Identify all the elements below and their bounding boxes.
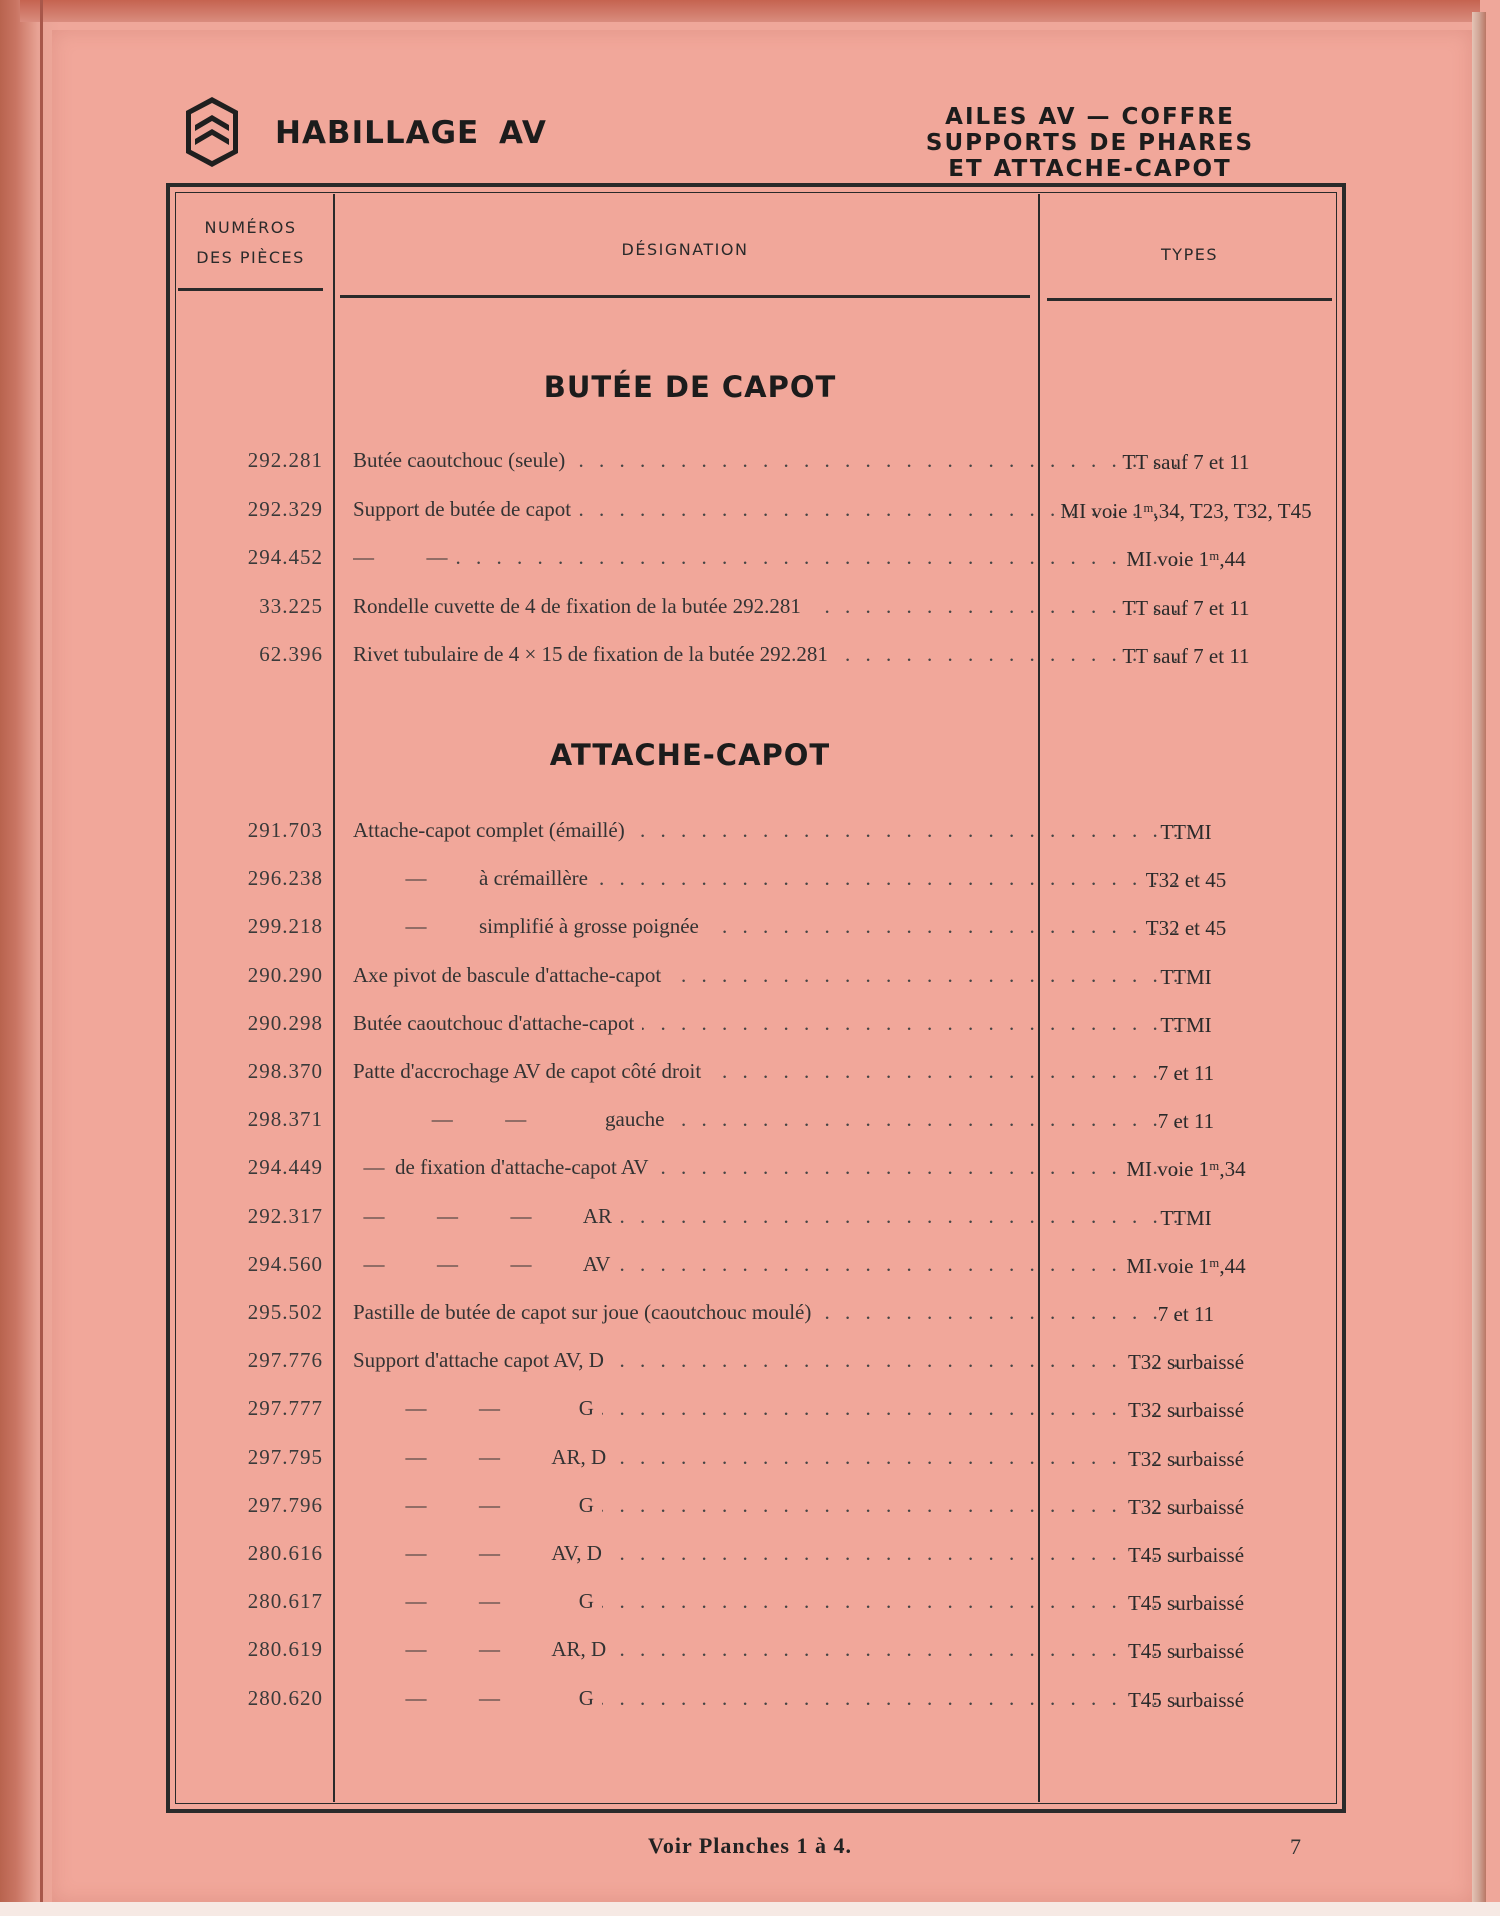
book-spine	[40, 0, 43, 1916]
part-number: 295.502	[247, 1300, 323, 1324]
part-number: 280.620	[247, 1685, 323, 1710]
part-number: 290.290	[247, 962, 323, 987]
column-header-types: TYPES	[1161, 245, 1218, 264]
part-number: 298.371	[247, 1107, 323, 1132]
designation-text: — — gauche	[353, 1107, 672, 1131]
vehicle-types: T45 surbaissé	[1127, 1543, 1245, 1567]
table-row	[175, 586, 1337, 626]
vehicle-types: TTMI	[1160, 1012, 1212, 1037]
table-row	[175, 810, 1337, 850]
part-number: 292.317	[247, 1203, 323, 1228]
column-header-numbers	[178, 213, 323, 273]
designation-text: — — AR, D	[353, 1637, 614, 1661]
vehicle-types: MI voie 1ᵐ,44	[1126, 547, 1246, 571]
designation-text: Axe pivot de bascule d'attache-capot	[353, 963, 669, 987]
designation-text: — — AR, D	[353, 1445, 614, 1469]
page-title: HABILLAGE AV	[275, 115, 547, 151]
vehicle-types: 7 et 11	[1157, 1302, 1215, 1326]
table-row	[175, 1533, 1337, 1573]
subtitle-line: ET ATTACHE-CAPOT	[948, 156, 1232, 182]
designation-text: Attache-capot complet (émaillé)	[353, 818, 633, 842]
table-row	[175, 1244, 1337, 1284]
designation-text: Rivet tubulaire de 4 × 15 de fixation de la butée 292.281	[353, 642, 836, 666]
designation-text: — — AV, D	[353, 1541, 610, 1565]
part-number: 280.617	[247, 1589, 323, 1614]
designation-text: — simplifié à grosse poignée	[353, 914, 707, 938]
designation-text: — de fixation d'attache-capot AV	[353, 1155, 657, 1179]
vehicle-types: T45 surbaissé	[1127, 1687, 1245, 1712]
part-number: 297.776	[247, 1348, 323, 1373]
table-row	[175, 1051, 1337, 1091]
vehicle-types: T32 surbaissé	[1127, 1446, 1245, 1471]
part-number: 297.777	[247, 1396, 323, 1421]
page-subtitle	[890, 104, 1290, 182]
table-row	[175, 858, 1337, 898]
designation-text: Support d'attache capot AV, D	[353, 1348, 612, 1372]
vehicle-types: T32 surbaissé	[1127, 1494, 1245, 1519]
vehicle-types: TTMI	[1160, 820, 1212, 844]
part-number: 33.225	[259, 593, 323, 618]
table-row	[175, 1678, 1337, 1718]
designation-text: — — — AV	[353, 1252, 618, 1276]
table-row	[175, 440, 1337, 480]
designation-text: — — — AR	[353, 1204, 620, 1228]
vehicle-types: TT sauf 7 et 11	[1122, 450, 1250, 474]
part-number: 296.238	[247, 866, 323, 891]
table-row	[175, 1340, 1337, 1380]
table-row	[175, 1581, 1337, 1621]
header-underline	[1047, 298, 1332, 301]
section-title-attache: ATTACHE-CAPOT	[549, 738, 831, 772]
vehicle-types: TT sauf 7 et 11	[1122, 644, 1250, 668]
vehicle-types: T45 surbaissé	[1127, 1639, 1245, 1664]
part-number: 290.298	[247, 1010, 323, 1035]
table-row	[175, 1196, 1337, 1236]
part-number: 297.795	[247, 1444, 323, 1469]
header-underline	[340, 295, 1030, 298]
vehicle-types: TT sauf 7 et 11	[1122, 595, 1250, 620]
part-number: 294.449	[247, 1155, 323, 1180]
designation-text: Butée caoutchouc (seule)	[353, 448, 573, 472]
vehicle-types: MI voie 1ᵐ,44	[1126, 1253, 1246, 1278]
table-row	[175, 634, 1337, 674]
vehicle-types: 7 et 11	[1157, 1109, 1215, 1134]
designation-text: — à crémaillère	[353, 866, 596, 890]
vehicle-types: T32 surbaissé	[1127, 1350, 1245, 1375]
part-number: 294.452	[247, 545, 323, 569]
book-right-edge	[1472, 12, 1486, 1904]
part-number: 280.619	[247, 1637, 323, 1662]
part-number: 297.796	[247, 1492, 323, 1517]
vehicle-types: MI voie 1ᵐ,34	[1126, 1157, 1246, 1182]
vehicle-types: TTMI	[1160, 964, 1212, 989]
table-row	[175, 1292, 1337, 1332]
table-row	[175, 537, 1337, 577]
designation-text: Support de butée de capot	[353, 497, 579, 521]
part-number: 298.370	[247, 1059, 323, 1083]
footer-note: Voir Planches 1 à 4.	[648, 1833, 852, 1858]
part-number: 292.281	[247, 448, 323, 472]
vehicle-types: 7 et 11	[1157, 1061, 1215, 1085]
column-header-line: DES PIÈCES	[196, 248, 305, 267]
vehicle-types: T45 surbaissé	[1127, 1591, 1245, 1616]
part-number: 292.329	[247, 496, 323, 521]
column-header-line: NUMÉROS	[204, 218, 297, 237]
table-row	[175, 489, 1337, 529]
citroen-logo-icon	[183, 95, 241, 169]
table-row	[175, 955, 1337, 995]
part-number: 299.218	[247, 914, 323, 939]
part-number: 291.703	[247, 818, 323, 842]
table-row	[175, 1437, 1337, 1477]
table-row	[175, 1147, 1337, 1187]
scan-bottom-margin	[0, 1902, 1500, 1916]
designation-text: Rondelle cuvette de 4 de fixation de la butée 292.281	[353, 594, 809, 618]
table-row	[175, 1388, 1337, 1428]
designation-text: — — G	[353, 1589, 602, 1613]
vehicle-types: TTMI	[1160, 1205, 1212, 1230]
designation-text: — — G	[353, 1396, 602, 1420]
vehicle-types: T32 et 45	[1145, 868, 1227, 893]
page-number: 7	[1290, 1834, 1301, 1859]
table-row	[175, 1099, 1337, 1139]
subtitle-line: AILES AV — COFFRE	[945, 104, 1235, 130]
column-header-designation: DÉSIGNATION	[621, 240, 749, 259]
vehicle-types: MI voie 1ᵐ,34, T23, T32, T45	[1060, 498, 1312, 523]
designation-text: — — G	[353, 1686, 602, 1710]
part-number: 62.396	[259, 642, 323, 666]
vehicle-types: T32 surbaissé	[1127, 1398, 1245, 1423]
section-title-butee: BUTÉE DE CAPOT	[543, 370, 837, 404]
part-number: 294.560	[247, 1251, 323, 1276]
table-row	[175, 1629, 1337, 1669]
designation-text: Patte d'accrochage AV de capot côté droit	[353, 1059, 709, 1083]
designation-text: — —	[353, 545, 456, 569]
vehicle-types: T32 et 45	[1145, 916, 1227, 941]
designation-text: Butée caoutchouc d'attache-capot	[353, 1011, 642, 1035]
header-underline	[178, 288, 323, 291]
designation-text: — — G	[353, 1493, 602, 1517]
subtitle-line: SUPPORTS DE PHARES	[925, 130, 1255, 156]
table-row	[175, 906, 1337, 946]
book-top-edge	[20, 0, 1480, 22]
designation-text: Pastille de butée de capot sur joue (caoutchouc moulé)	[353, 1300, 819, 1324]
table-row	[175, 1485, 1337, 1525]
part-number: 280.616	[247, 1541, 323, 1565]
table-row	[175, 1003, 1337, 1043]
